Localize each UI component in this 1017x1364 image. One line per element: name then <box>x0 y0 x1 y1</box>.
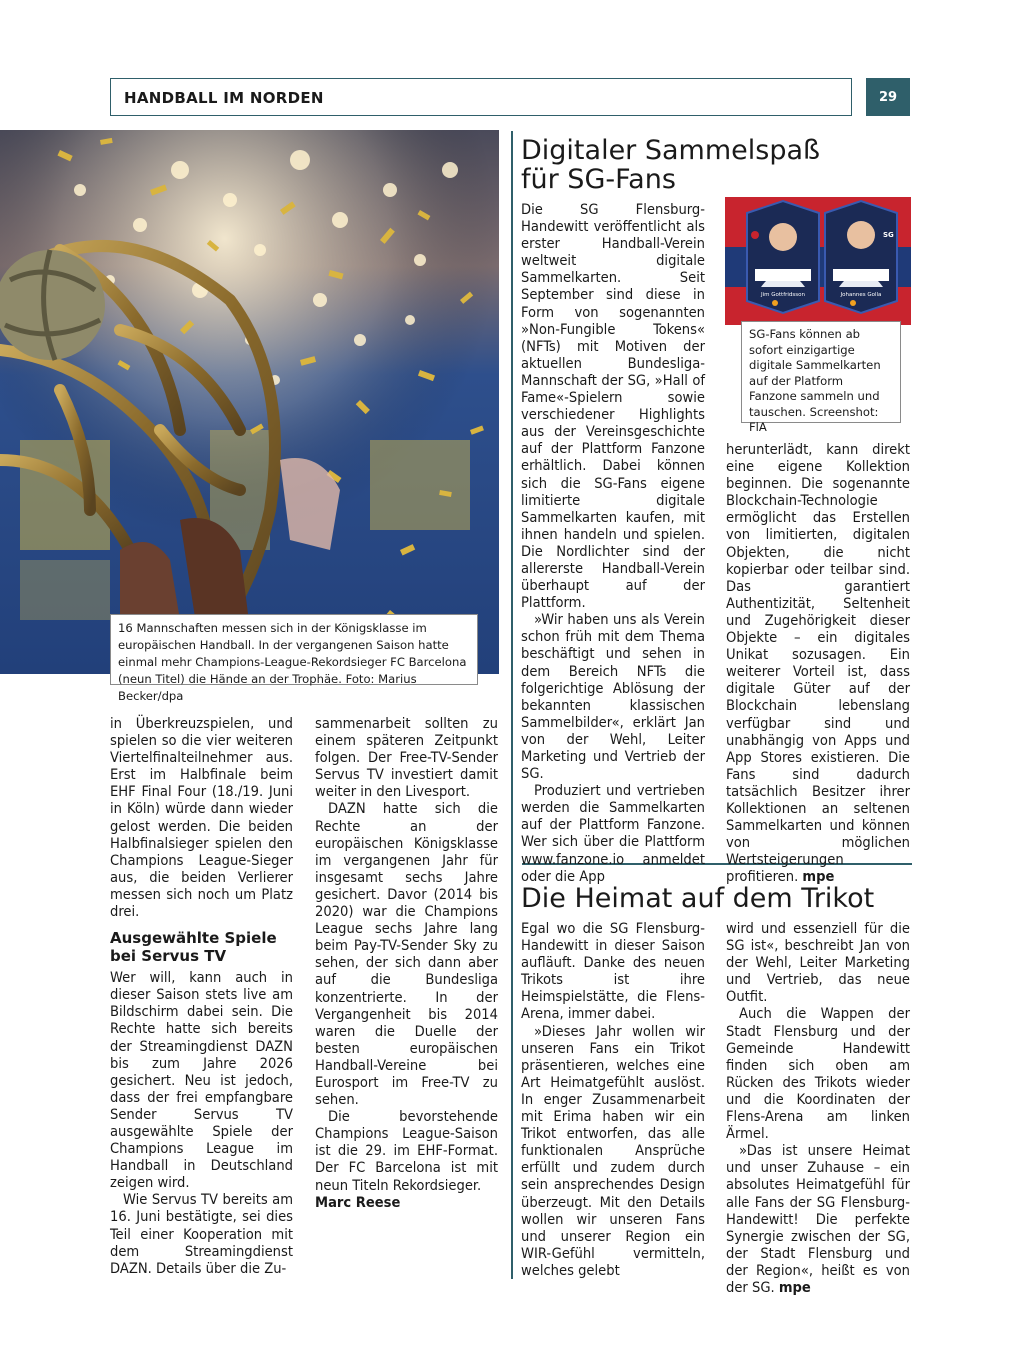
article2-paragraph: »Wir haben uns als Verein schon früh mit dem Thema beschäftigt und sehen in dem Bereich NFTs die folgerichtige Ablösung der bekannten klassischen Sammelbilder«, erklärt Jan von der Wehl, Leiter Marketing und Vertrieb der SG. <box>521 611 705 783</box>
article3-paragraph: »Das ist unsere Heimat und unser Zuhause – ein absolutes Heimatgefühl für alle Fans der SG Flensburg-Handewitt! Die perfekte Synergie zwischen der SG, der Stadt Flensburg und der Region«, heißt es von der SG. <box>726 1142 910 1296</box>
article3-column2 <box>726 920 910 1296</box>
card-badge: SG <box>883 231 894 239</box>
article3-paragraph: Egal wo die SG Flensburg-Handewitt in dieser Saison aufläuft. Danke des neuen Trikots ist ihre Heimspielstätte, die Flens-Arena, immer dabei. <box>521 920 705 1023</box>
nft-image-caption: SG-Fans können ab sofort einzigartige digitale Sammelkarten auf der Platform Fanzone sammeln und tauschen. Screenshot: FlA <box>741 321 901 423</box>
nft-cards-image <box>725 197 911 325</box>
section-title: HANDBALL IM NORDEN <box>124 89 324 107</box>
article2-column1 <box>521 201 705 885</box>
article1-paragraph: Wie Servus TV bereits am 16. Juni bestätigte, sei dies Teil einer Kooperation mit dem Streamingdienst DAZN. Details über die Zu- <box>110 1191 293 1277</box>
nft-cards-illustration <box>725 197 911 325</box>
article2-title-line1: Digitaler Sammelspaß <box>521 135 821 166</box>
article3-column1 <box>521 920 705 1279</box>
article1-subheading: Ausgewählte Spiele bei Servus TV <box>110 929 277 965</box>
article2-author: mpe <box>802 868 835 886</box>
trophy-photo-illustration <box>0 130 499 674</box>
article1-author: Marc Reese <box>315 1193 401 1211</box>
article1-paragraph: sammenarbeit sollten zu einem späteren Zeitpunkt folgen. Der Free-TV-Sender Servus TV investiert damit weiter in den Livesport. <box>315 715 498 801</box>
article1-paragraph: Die bevorstehende Champions League-Saison ist die 29. im EHF-Format. Der FC Barcelona ist mit neun Titeln Rekordsieger. <box>315 1108 498 1194</box>
article2-title <box>521 136 911 194</box>
photo-caption: 16 Mannschaften messen sich in der Königsklasse im europäischen Handball. In der vergangenen Saison hatte einmal mehr Champions-League-Rekordsieger FC Barcelona (neun Titel) die Hände an der Trophäe. Foto: Marius Becker/dpa <box>110 614 478 685</box>
article1-paragraph: Wer will, kann auch in dieser Saison stets live am Bildschirm dabei sein. Die Rechte hatte sich bereits der Streamingdienst DAZN bis zum Jahre 2026 gesichert. Neu ist jedoch, dass der frei empfangbare Sender Servus TV ausgewählte Spiele der Champions League im Handball in Deutschland zeigen wird. <box>110 969 293 1192</box>
card2-name: Johannes Golla <box>840 292 882 298</box>
article3-paragraph: wird und essenziell für die SG ist«, beschreibt Jan von der Wehl, Leiter Marketing und Vertrieb, das neue Outfit. <box>726 920 910 1006</box>
article3-author: mpe <box>778 1278 811 1296</box>
page-number: 29 <box>866 78 910 116</box>
article1-column2 <box>315 715 498 1211</box>
trophy-photo <box>0 130 499 674</box>
article1-column1 <box>110 715 293 1277</box>
article2-column2 <box>726 441 910 885</box>
card1-name: Jim Gottfridsson <box>761 292 805 298</box>
article1-paragraph: DAZN hatte sich die Rechte an der europäischen Königsklasse im vergangenen Jahr für insgesamt sechs Jahre gesichert. Davor (2014 bis 2020) war die Champions League sechs Jahre lang beim Pay-TV-Sender Sky zu sehen, der sich dann aber auf die Bundesliga konzentrierte. In der Vergangenheit bis 2014 waren die Duelle der besten europäischen Handball-Vereine bei Eurosport im Free-TV zu sehen. <box>315 800 498 1109</box>
article3-paragraph: »Dieses Jahr wollen wir unseren Fans ein Trikot präsentieren, welches eine Art Heimatgefühlt auslöst. In enger Zusammenarbeit mit Erima haben wir ein Trikot entworfen, das alle funktionalen Ansprüche erfüllt und zudem durch sein ansprechendes Design überzeugt. Mit den Details wollen wir unseren Fans und unserer Region ein WIR-Gefühl vermitteln, welches gelebt <box>521 1022 705 1279</box>
article1-paragraph: in Überkreuzspielen, und spielen so die vier weiteren Viertelfinalteilnehmer aus. Erst im Halbfinale beim EHF Final Four (18./19. Juni in Köln) würde dann wieder gelost werden. Die beiden Halbfinalsieger spielen den Champions League-Sieger aus, die beiden Verlierer messen sich noch um Platz drei. <box>110 715 293 921</box>
article2-title-line2: für SG-Fans <box>521 164 676 195</box>
column-divider <box>511 131 513 1279</box>
article3-paragraph: Auch die Wappen der Stadt Flensburg und der Gemeinde Handewitt finden sich oben am Rücken des Trikots wieder und die Koordinaten der Flens-Arena am linken Ärmel. <box>726 1005 910 1143</box>
article3-title: Die Heimat auf dem Trikot <box>521 883 875 914</box>
article2-paragraph: Produziert und vertrieben werden die Sammelkarten auf der Plattform Fanzone. Wer sich über die Plattform www.fanzone.io anmeldet oder die App <box>521 782 705 885</box>
article2-paragraph: herunterlädt, kann direkt eine eigene Kollektion beginnen. Die sogenannte Blockchain-Technologie ermöglicht das Erstellen von limitierten, digitalen Objekten, die nicht kopierbar oder teilbar sind. Das garantiert Authentizität, Seltenheit und Zugehörigkeit dieser Objekte – ein digitales Unikat sozusagen. Ein weiterer Vorteil ist, dass digitale Güter auf der Blockchain lebenslang verfügbar sind und unabhängig von Apps und App Stores existieren. Die Fans sind dadurch tatsächlich Besitzer ihrer Kollektionen an seltenen Sammelkarten und können von möglichen Wertsteigerungen profitieren. <box>726 441 910 886</box>
article2-paragraph: Die SG Flensburg-Handewitt veröffentlicht als erster Handball-Verein weltweit digitale Sammelkarten. Seit September sind diese in Form von sogenannten »Non-Fungible Tokens« (NFTs) mit Motiven der aktuellen Bundesliga-Mannschaft der SG, »Hall of Fame«-Spielern sowie verschiedener Highlights aus der Vereinsgeschichte auf der Plattform Fanzone erhältlich. Dabei können sich die SG-Fans eigene limitierte digitale Sammelkarten kaufen, mit ihnen handeln und spielen. Die Nordlichter sind der allererste Handball-Verein überhaupt auf der Plattform. <box>521 201 705 612</box>
